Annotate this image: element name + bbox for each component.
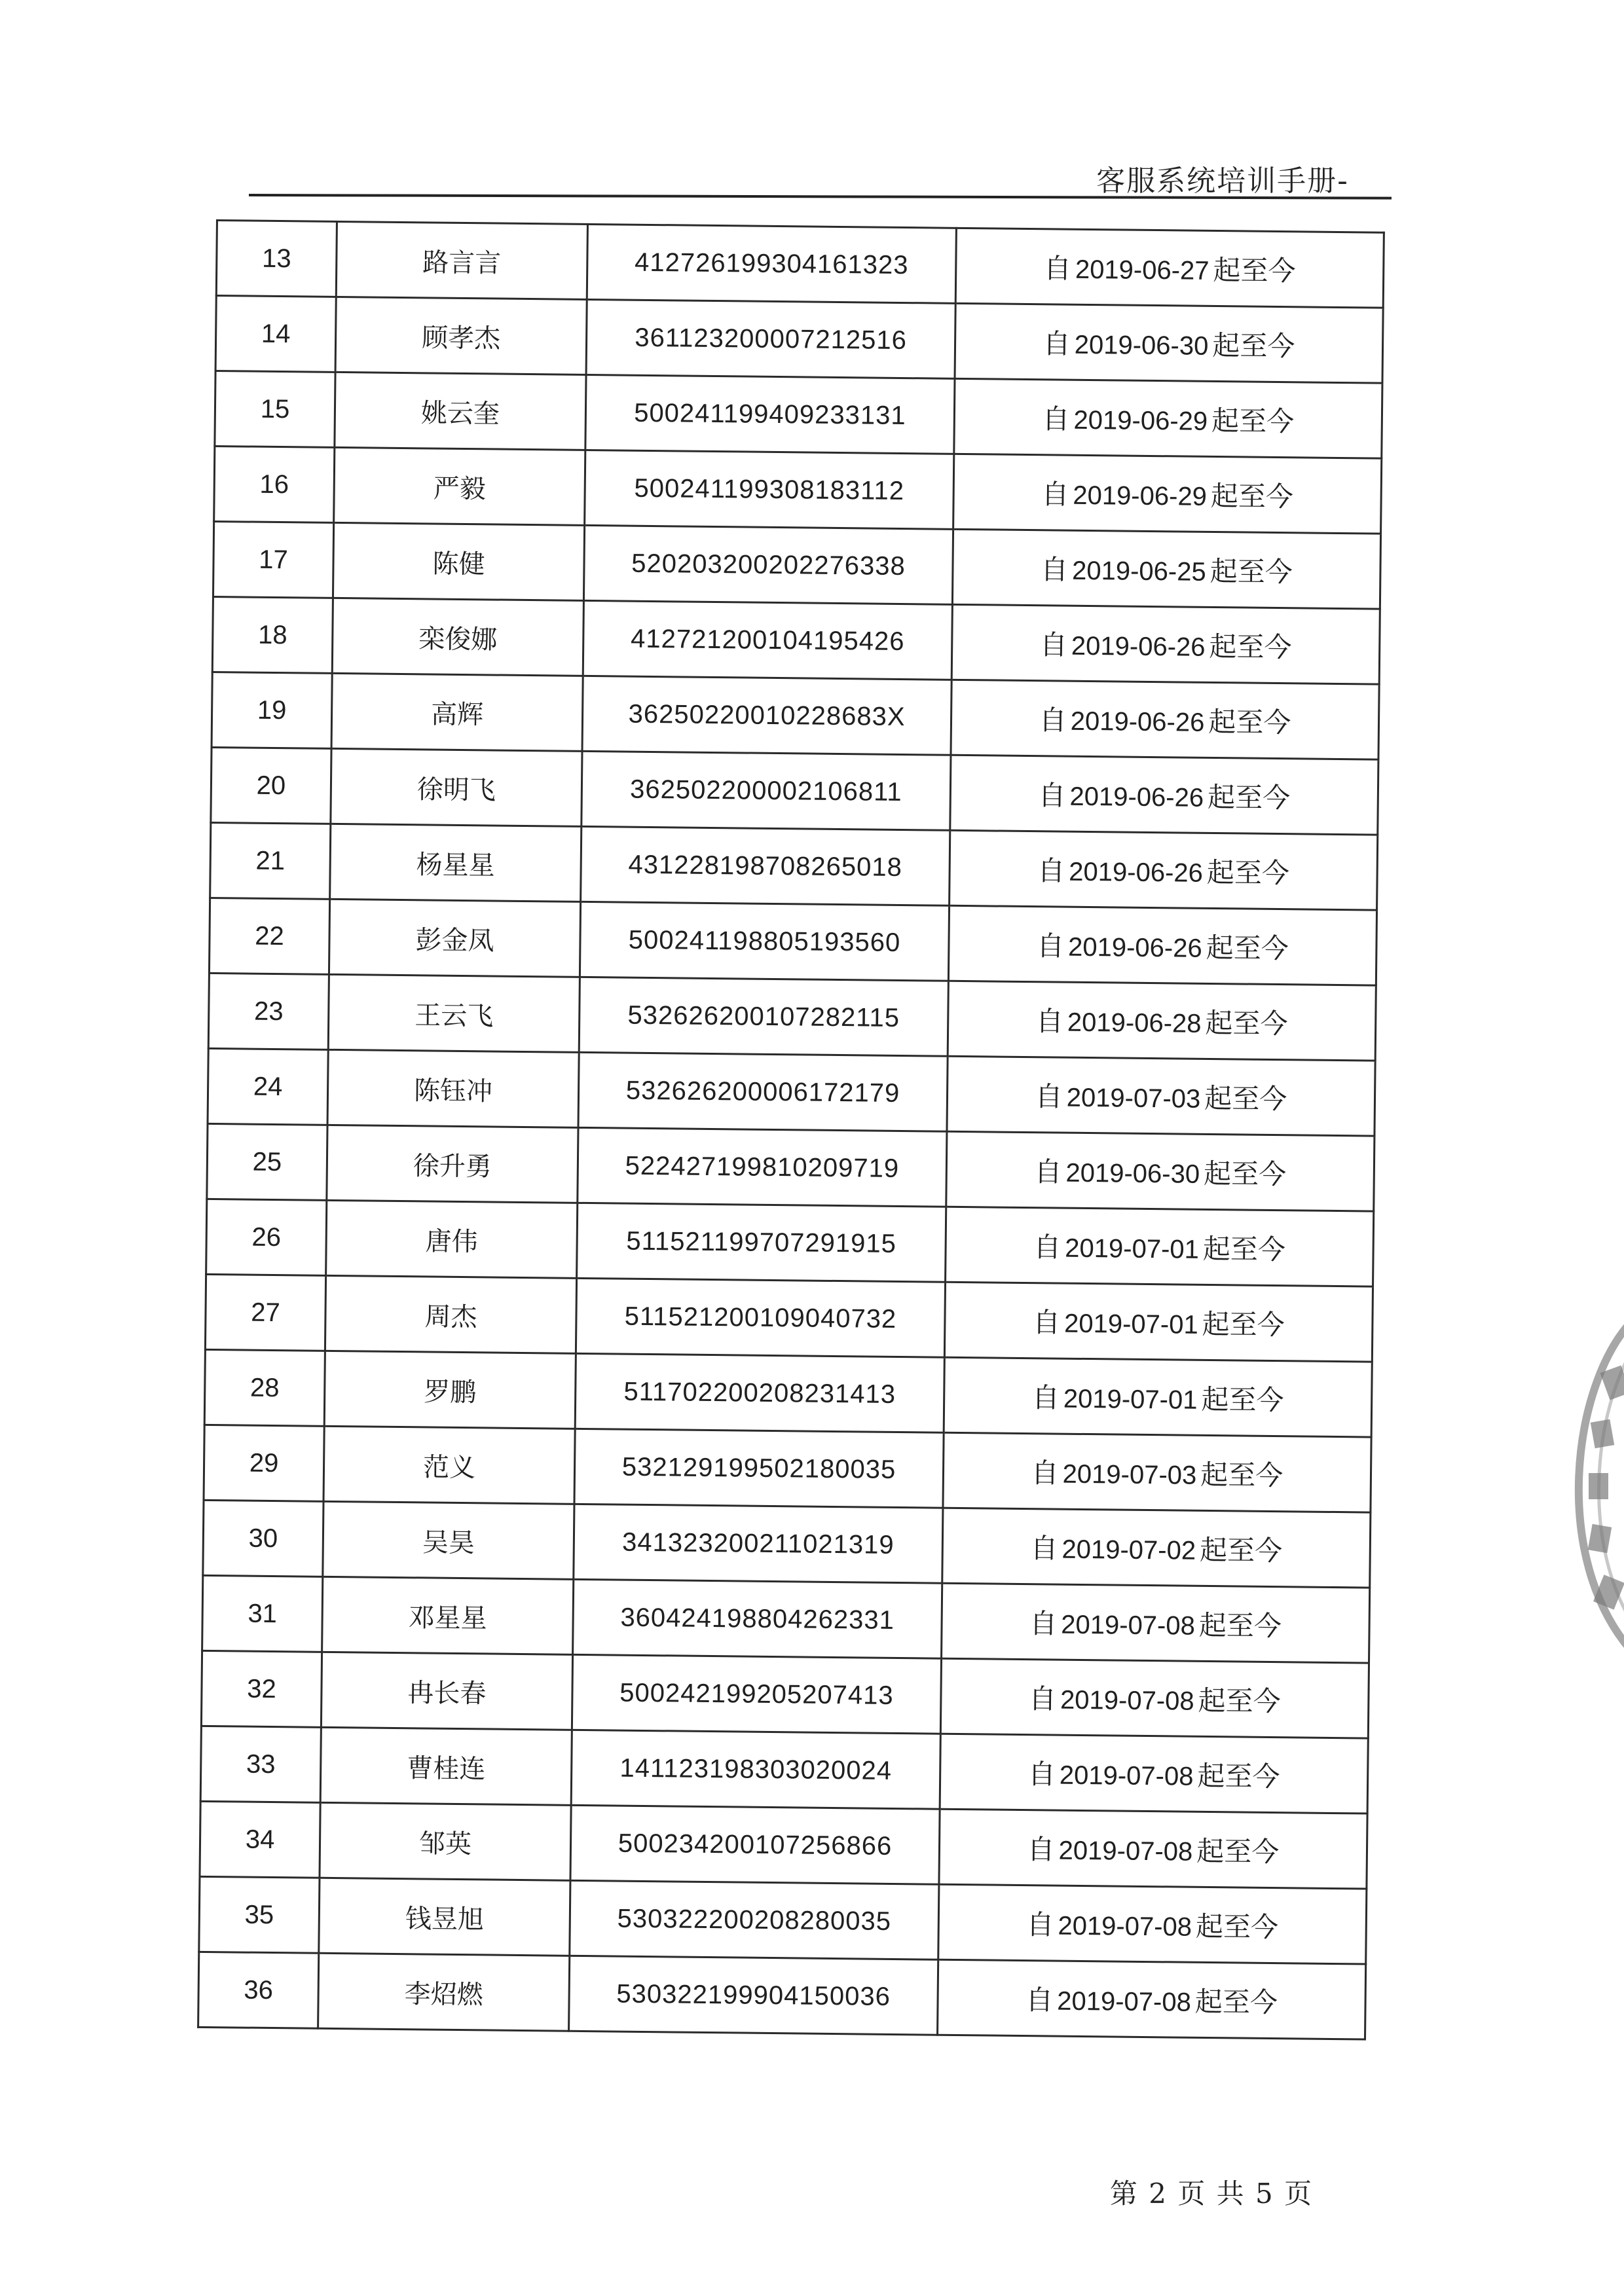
person-name-cell: 栾俊娜 [332, 598, 583, 676]
roster-table [197, 219, 1385, 2041]
row-number-cell: 15 [215, 371, 335, 448]
period-prefix: 自 [1027, 1833, 1055, 1866]
person-name-cell: 高辉 [331, 673, 583, 751]
id-number-cell: 361123200007212516 [586, 299, 955, 378]
period-suffix: 起至今 [1209, 630, 1292, 664]
period-cell [950, 755, 1378, 835]
id-number-cell: 360424198804262331 [573, 1579, 942, 1658]
period-cell [938, 1884, 1367, 1964]
period-suffix: 起至今 [1213, 253, 1296, 287]
period-start-date: 2019-07-08 [1058, 1836, 1193, 1867]
id-number-cell: 362502200002106811 [581, 751, 951, 830]
period-cell [948, 981, 1376, 1061]
person-name-cell: 杨星星 [330, 824, 581, 902]
period-start-date: 2019-06-26 [1069, 782, 1204, 812]
id-number-cell: 500234200107256866 [570, 1805, 940, 1884]
table-row [214, 446, 1382, 534]
period-prefix: 自 [1030, 1532, 1058, 1565]
id-number-cell: 511702200208231413 [575, 1353, 944, 1432]
person-name-cell: 陈钰冲 [327, 1049, 579, 1127]
table-row [216, 221, 1384, 308]
table-row [205, 1274, 1373, 1362]
period-prefix: 自 [1028, 1683, 1057, 1715]
roster-table-wrapper [197, 219, 1375, 2040]
table-row [212, 596, 1380, 684]
period-cell [955, 228, 1384, 308]
period-suffix: 起至今 [1202, 1232, 1286, 1266]
id-number-cell: 532626200006172179 [578, 1052, 948, 1131]
period-cell [940, 1658, 1369, 1738]
period-prefix: 自 [1032, 1306, 1061, 1339]
person-name-cell: 邹英 [320, 1802, 571, 1880]
period-start-date: 2019-06-26 [1069, 857, 1204, 888]
id-number-cell: 532626200107282115 [579, 977, 948, 1056]
row-number-cell: 28 [204, 1349, 325, 1426]
period-prefix: 自 [1041, 478, 1069, 511]
period-cell [944, 1282, 1373, 1362]
period-start-date: 2019-06-27 [1075, 255, 1209, 285]
period-cell [940, 1734, 1368, 1813]
period-start-date: 2019-07-08 [1061, 1610, 1196, 1641]
period-cell [948, 905, 1376, 985]
row-number-cell: 17 [213, 521, 333, 598]
period-start-date: 2019-07-08 [1059, 1760, 1194, 1791]
period-start-date: 2019-06-26 [1071, 631, 1206, 662]
period-suffix: 起至今 [1196, 1834, 1280, 1868]
period-start-date: 2019-07-03 [1066, 1083, 1201, 1114]
table-row [204, 1425, 1371, 1512]
period-suffix: 起至今 [1210, 479, 1294, 513]
row-number-cell: 20 [211, 747, 331, 824]
period-prefix: 自 [1035, 1005, 1064, 1038]
period-prefix: 自 [1025, 1984, 1054, 2016]
period-prefix: 自 [1043, 252, 1072, 285]
period-start-date: 2019-07-02 [1061, 1535, 1196, 1565]
header-title: 客服系统培训手册- [1096, 164, 1349, 198]
period-suffix: 起至今 [1206, 856, 1290, 890]
period-suffix: 起至今 [1212, 329, 1295, 363]
period-prefix: 自 [1040, 553, 1069, 586]
period-suffix: 起至今 [1208, 705, 1291, 739]
table-row [209, 898, 1376, 985]
period-start-date: 2019-07-08 [1057, 1986, 1192, 2017]
period-cell [955, 303, 1383, 383]
row-number-cell: 35 [199, 1876, 320, 1953]
period-suffix: 起至今 [1195, 1910, 1279, 1944]
period-suffix: 起至今 [1211, 404, 1295, 438]
period-prefix: 自 [1033, 1231, 1061, 1264]
period-start-date: 2019-06-25 [1071, 556, 1206, 587]
person-name-cell: 姚云奎 [335, 372, 586, 450]
period-prefix: 自 [1027, 1758, 1056, 1791]
period-suffix: 起至今 [1197, 1759, 1280, 1793]
period-cell [946, 1207, 1374, 1286]
row-number-cell: 21 [210, 822, 331, 899]
period-cell [942, 1508, 1371, 1588]
table-row [201, 1650, 1369, 1738]
person-name-cell: 路言言 [336, 221, 587, 299]
id-number-cell: 412721200104195426 [583, 600, 952, 680]
period-start-date: 2019-06-30 [1074, 330, 1209, 361]
person-name-cell: 严毅 [334, 447, 585, 525]
person-name-cell: 冉长春 [321, 1652, 572, 1730]
period-suffix: 起至今 [1198, 1684, 1281, 1718]
row-number-cell: 34 [200, 1801, 320, 1878]
person-name-cell: 邓星星 [322, 1576, 574, 1654]
table-row [204, 1349, 1372, 1437]
row-number-cell: 27 [205, 1274, 325, 1351]
row-number-cell: 24 [208, 1048, 328, 1125]
period-suffix: 起至今 [1206, 931, 1289, 965]
period-suffix: 起至今 [1205, 1006, 1288, 1040]
period-start-date: 2019-07-03 [1062, 1459, 1197, 1490]
row-number-cell: 33 [200, 1726, 321, 1802]
person-name-cell: 顾孝杰 [335, 297, 587, 374]
id-number-cell: 431228198708265018 [581, 826, 950, 905]
row-number-cell: 26 [206, 1199, 327, 1275]
period-start-date: 2019-06-28 [1067, 1008, 1202, 1038]
period-prefix: 自 [1031, 1457, 1059, 1489]
table-row [203, 1500, 1371, 1588]
id-number-cell: 500242199205207413 [572, 1654, 941, 1734]
period-suffix: 起至今 [1194, 1985, 1278, 2019]
table-row [207, 1123, 1375, 1211]
person-name-cell: 周杰 [325, 1275, 576, 1353]
person-name-cell: 范义 [323, 1426, 575, 1504]
period-cell [947, 1056, 1375, 1136]
period-start-date: 2019-07-01 [1065, 1233, 1200, 1264]
period-suffix: 起至今 [1198, 1609, 1282, 1643]
period-start-date: 2019-07-08 [1060, 1685, 1194, 1716]
row-number-cell: 32 [201, 1650, 322, 1727]
period-prefix: 自 [1042, 403, 1070, 435]
period-cell [942, 1583, 1370, 1663]
id-number-cell: 341323200211021319 [574, 1504, 943, 1583]
id-number-cell: 141123198303020024 [571, 1730, 940, 1809]
row-number-cell: 14 [215, 296, 336, 373]
row-number-cell: 18 [212, 596, 333, 673]
id-number-cell: 412726199304161323 [587, 224, 956, 303]
id-number-cell: 530322199904150036 [569, 1956, 938, 2035]
person-name-cell: 钱昱旭 [319, 1878, 570, 1956]
period-cell [943, 1432, 1371, 1512]
row-number-cell: 19 [212, 672, 332, 748]
period-cell [946, 1131, 1375, 1211]
table-row [212, 672, 1379, 759]
period-prefix: 自 [1034, 1156, 1062, 1188]
person-name-cell: 徐明飞 [331, 748, 582, 826]
period-prefix: 自 [1038, 779, 1066, 812]
period-cell [951, 604, 1380, 684]
period-start-date: 2019-07-01 [1063, 1384, 1198, 1415]
period-suffix: 起至今 [1199, 1533, 1283, 1567]
period-prefix: 自 [1039, 629, 1068, 661]
period-start-date: 2019-06-29 [1073, 481, 1208, 511]
row-number-cell: 22 [209, 898, 329, 974]
period-start-date: 2019-06-26 [1067, 932, 1202, 963]
table-row [200, 1726, 1368, 1813]
period-cell [938, 1959, 1366, 2039]
period-prefix: 自 [1031, 1381, 1060, 1414]
roster-table-body [198, 221, 1384, 2040]
table-row [211, 747, 1378, 835]
row-number-cell: 16 [214, 446, 335, 522]
period-prefix: 自 [1029, 1607, 1058, 1640]
period-cell [953, 454, 1382, 534]
row-number-cell: 31 [202, 1575, 323, 1652]
page-footer: 第 2 页 共 5 页 [1109, 2178, 1314, 2210]
person-name-cell: 彭金凤 [329, 899, 580, 977]
table-row [210, 822, 1378, 910]
period-suffix: 起至今 [1209, 555, 1293, 589]
period-cell [944, 1357, 1372, 1437]
person-name-cell: 吴昊 [323, 1501, 574, 1579]
period-start-date: 2019-06-30 [1065, 1158, 1200, 1189]
row-number-cell: 25 [207, 1123, 327, 1200]
table-row [213, 521, 1380, 609]
period-cell [951, 680, 1379, 759]
row-number-cell: 23 [208, 973, 329, 1049]
id-number-cell: 520203200202276338 [583, 525, 953, 604]
id-number-cell: 532129199502180035 [574, 1429, 944, 1508]
id-number-cell: 36250220010228683X [582, 676, 951, 755]
person-name-cell: 曹桂连 [320, 1727, 572, 1805]
person-name-cell: 陈健 [333, 522, 584, 600]
table-row [206, 1199, 1374, 1286]
person-name-cell: 唐伟 [326, 1200, 578, 1278]
period-cell [939, 1809, 1367, 1889]
period-prefix: 自 [1039, 704, 1067, 737]
id-number-cell: 530322200208280035 [570, 1880, 939, 1959]
period-prefix: 自 [1036, 930, 1065, 962]
id-number-cell: 500241199409233131 [585, 374, 955, 454]
person-name-cell: 徐升勇 [327, 1125, 578, 1203]
period-cell [950, 830, 1378, 910]
period-suffix: 起至今 [1203, 1157, 1287, 1191]
period-prefix: 自 [1026, 1908, 1054, 1941]
row-number-cell: 30 [203, 1500, 323, 1576]
table-row [200, 1801, 1367, 1889]
person-name-cell: 李炤燃 [318, 1953, 570, 2031]
table-row [215, 296, 1383, 384]
period-start-date: 2019-06-29 [1073, 405, 1208, 436]
period-cell [954, 378, 1382, 458]
row-number-cell: 29 [204, 1425, 324, 1501]
period-start-date: 2019-06-26 [1070, 706, 1205, 737]
table-row [208, 973, 1376, 1061]
period-prefix: 自 [1043, 327, 1071, 360]
id-number-cell: 511521199707291915 [577, 1203, 946, 1282]
table-row [198, 1952, 1366, 2039]
table-row [202, 1575, 1370, 1663]
row-number-cell: 36 [198, 1952, 319, 2028]
id-number-cell: 511521200109040732 [576, 1278, 945, 1357]
period-suffix: 起至今 [1204, 1082, 1287, 1116]
period-prefix: 自 [1037, 854, 1065, 887]
period-suffix: 起至今 [1207, 780, 1291, 814]
period-suffix: 起至今 [1202, 1307, 1285, 1341]
period-start-date: 2019-07-01 [1063, 1309, 1198, 1339]
table-row [208, 1048, 1375, 1136]
stamp-seal-icon [1532, 1309, 1624, 1663]
period-prefix: 自 [1035, 1080, 1063, 1113]
table-row [215, 371, 1382, 459]
row-number-cell: 13 [216, 221, 337, 297]
id-number-cell: 500241198805193560 [580, 902, 949, 981]
person-name-cell: 王云飞 [328, 974, 580, 1052]
table-row [199, 1876, 1367, 1964]
period-suffix: 起至今 [1200, 1458, 1283, 1492]
period-suffix: 起至今 [1201, 1383, 1284, 1417]
id-number-cell: 500241199308183112 [585, 450, 954, 529]
id-number-cell: 522427199810209719 [578, 1127, 947, 1207]
period-start-date: 2019-07-08 [1058, 1911, 1192, 1942]
person-name-cell: 罗鹏 [324, 1351, 576, 1429]
period-cell [952, 529, 1380, 609]
